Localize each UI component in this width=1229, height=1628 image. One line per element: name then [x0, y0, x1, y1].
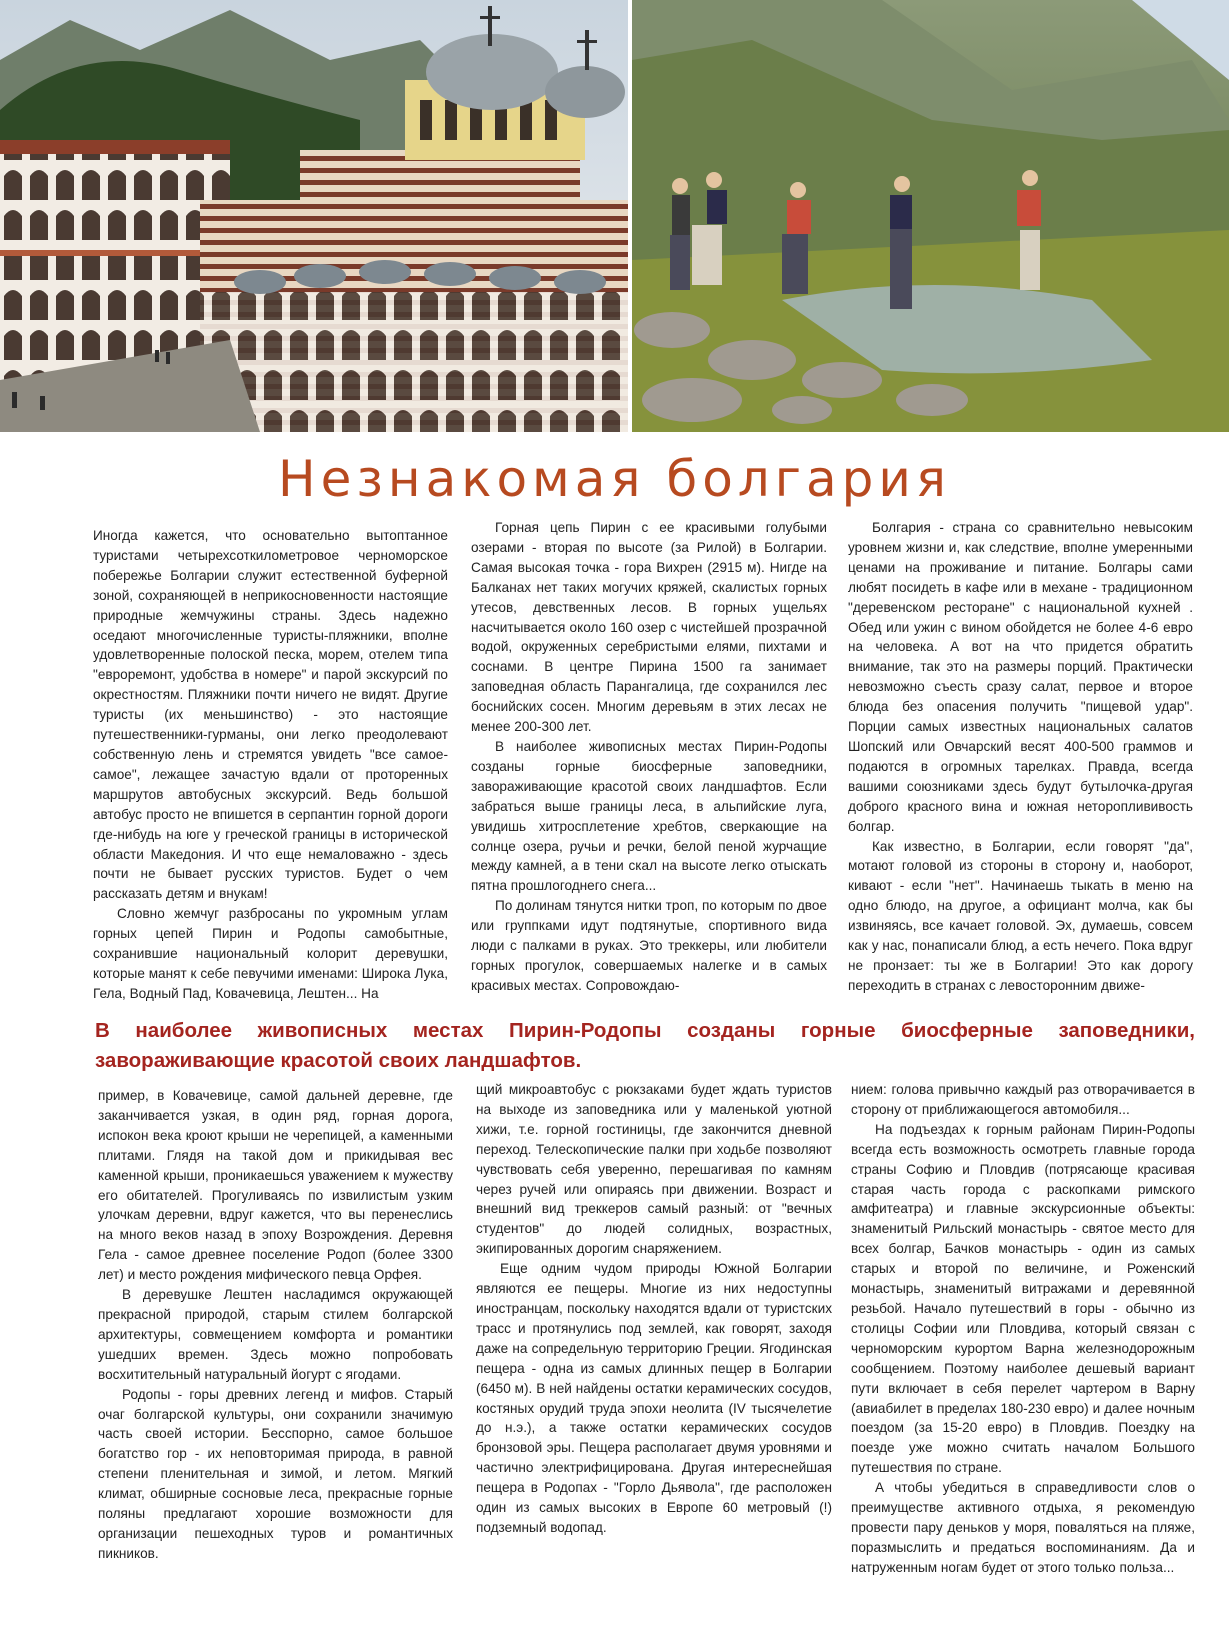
paragraph: А чтобы убедиться в справедливости слов о преимуществе активного отдыха, я рекомендую провести пару деньков у моря, поваляться на пляже, поразмыслить и предаться воспоминаниям. Да и натруженным ногам будет от этого только польза... — [851, 1480, 1195, 1575]
paragraph: щий микроавтобус с рюкзаками будет ждать туристов на выходе из заповедника или у маленькой уютной хижи, т.е. горной гостиницы, где закончится дневной переход. Телескопические палки при ходьбе позволяют чувствовать себя уверенно, перешагивая по камням через ручей или опираясь при движении. Возраст и внешний вид треккеров самый разный: от "вечных студентов" до людей солидных, возрастных, экипированных дорогим снаряжением. — [476, 1082, 832, 1257]
paragraph: В деревушке Лештен насладимся окружающей прекрасной природой, старым стилем болгарской архитектуры, совмещением комфорта и романтики ушедших времен. Здесь можно попробовать восхитительный натуральный йогурт с ягодами. — [98, 1287, 453, 1382]
column-6 — [851, 1080, 1195, 1586]
paragraph: Еще одним чудом природы Южной Болгарии являются ее пещеры. Многие из них недоступны иностранцам, поскольку находятся вдали от туристских трасс и протянулись под землей, как говорят, заходя даже на сопредельную территорию Греции. Ягодинская пещера - одна из самых длинных пещер в Болгарии (6450 м). В ней найдены остатки керамических сосудов, костяных орудий труда эпохи неолита (IV тысячелетие до н.э.), а также остатки керамических сосудов бронзовой эры. Пещера располагает двумя уровнями и частично электрифицирована. Другая интереснейшая пещера в Родопах - "Горло Дьявола", где расположен один из самых высоких в Европе 60 метровый (!) подземный водопад. — [476, 1261, 832, 1535]
paragraph: В наиболее живописных местах Пирин-Родопы созданы горные биосферные заповедники, завораживающие красотой своих ландшафтов. Если забраться выше границы леса, в альпийские луга, увидишь хитросплетение хребтов, сверкающие на солнце озера, ручьи и речки, белой пеной журчащие между камней, а в тени скал на высоте легко отыскать пятна прошлогоднего снега... — [471, 738, 827, 894]
column-3 — [848, 518, 1193, 1014]
hikers-photo — [632, 0, 1229, 432]
paragraph: нием: голова привычно каждый раз отворачивается в сторону от приближающегося автомобиля... — [851, 1082, 1195, 1117]
paragraph: Болгария - страна со сравнительно невысоким уровнем жизни и, как следствие, вполне умеренными ценами на проживание и питание. Болгары сами любят посидеть в кафе или в механе - традиционном "деревенском ресторане" с национальной кухней . Обед или ужин с вином обойдется не более 4-6 евро на человека. А вот на что придется обратить внимание, так это на размеры порций. Практически невозможно съесть сразу салат, первое и второе блюда без опасения получить "пищевой удар". Порции самых известных национальных салатов Шопский или Овчарский весят 400-500 граммов и подаются в огромных тарелках. Правда, всегда вашими союзниками здесь будут бутылочка-другая доброго красного вина и южная нетороплививость болгар. — [848, 520, 1193, 834]
column-1 — [93, 526, 448, 1014]
column-2 — [471, 518, 827, 1014]
column-5 — [476, 1080, 832, 1586]
monastery-illustration — [0, 0, 628, 432]
paragraph: Как известно, в Болгарии, если говорят "да", мотают головой из стороны в сторону и, наоборот, кивают - если "нет". Начинаешь тыкать в меню на одно блюдо, на другое, а официант молча, как бы извиняясь, все качает головой. Эх, думаешь, совсем как у нас, понаписали блюд, а есть нечего. Пока вдруг не пронзает: ты же в Болгарии! Это как дорогу переходить в странах с левосторонним движе- — [848, 838, 1193, 993]
paragraph: На подъездах к горным районам Пирин-Родопы всегда есть возможность осмотреть главные города страны Софию и Пловдив (потрясающе красивая старая часть города с раскопками римского амфитеатра) и главные экскурсионные объекты: знаменитый Рильский монастырь - святое место для всех болгар, Бачков монастырь - один из самых старых и второй по величине, и Роженский монастырь, знаменитый витражами и деревянной резьбой. Начало путешествий в горы - обычно из столицы Софии или Пловдива, который связан с черноморским курортом Варна железнодорожным сообщением. Поэтому наиболее дешевый вариант пути включает в себя перелет чартером в Варну (авиабилет в пределах 180-230 евро) и далее ночным поездом (за 15-20 евро) в Пловдив. Поездку на поезде уже можно считать началом Большого путешествия по стране. — [851, 1121, 1195, 1476]
pull-quote: В наиболее живописных местах Пирин-Родопы созданы горные биосферные заповедники, завораживающие красотой своих ландшафтов. — [95, 1019, 1195, 1072]
monastery-photo — [0, 0, 628, 432]
paragraph: Родопы - горы древних легенд и мифов. Старый очаг болгарской культуры, они сохранили значимую часть своей истории. Бесспорно, самое большое богатство гор - их неповторимая природа, в равной степени пленительная и зимой, и летом. Мягкий климат, обширные сосновые леса, прекрасные горные поляны предлагают хорошие возможности для организации пешеходных туров и романтичных пикников. — [98, 1386, 453, 1561]
column-4 — [98, 1086, 453, 1586]
hikers-illustration — [632, 0, 1229, 432]
article-title: Незнакомая болгария — [277, 450, 951, 508]
paragraph: По долинам тянутся нитки троп, по которым по двое или группками идут подтянутые, спортивного вида люди с палками в руках. Это треккеры, или любители горных прогулок, совершаемых налегке и в самых красивых местах. Сопровождаю- — [471, 898, 827, 993]
paragraph: Иногда кажется, что основательно вытоптанное туристами четырехсоткилометровое черноморское побережье Болгарии служит естественной буферной зоной, сохраняющей в неприкосновенности настоящие природные жемчужины страны. Здесь надежно оседают многочисленные туристы-пляжники, вполне удовлетворенные полоской песка, морем, отелем типа "евроремонт, удобства в номере" и парой экскурсий по окрестностям. Пляжники почти ничего не видят. Другие туристы (их меньшинство) - это настоящие путешественники-гурманы, они легко преодолевают собственную лень и стремятся увидеть "все самое-самое", лежащее зачастую вдали от проторенных маршрутов автобусных экскурсий. Ведь большой автобус просто не впишется в серпантин горной дороги где-нибудь на юге у греческой границы в исторической области Македония. И что еще немаловажно - здесь почти не бывает русских туристов. Будет о чем рассказать детям и внукам! — [93, 528, 448, 902]
paragraph: пример, в Ковачевице, самой дальней деревне, где заканчивается узкая, в один ряд, горная дорога, испокон века кроют крыши не черепицей, а каменными плитами. Глядя на такой дом и прикидывая вес каменной крыши, проникаешься уважением к мужеству его обитателей. Прогуливаясь по извилистым узким улочкам деревни, вдруг кажется, что вы перенеслись на много веков назад в эпоху Возрождения. Деревня Гела - самое древнее поселение Родоп (более 3300 лет) и место рождения мифического певца Орфея. — [98, 1088, 453, 1283]
paragraph: Горная цепь Пирин с ее красивыми голубыми озерами - вторая по высоте (за Рилой) в Болгарии. Самая высокая точка - гора Вихрен (2915 м). Нигде на Балканах нет таких могучих кряжей, скалистых горных утесов, девственных лесов. В горных ущельях насчитывается около 160 озер с чистейшей прозрачной водой, окруженных серебристыми елями, пихтами и соснами. В центре Пирина 1500 га занимает заповедная область Парангалица, где сохранился лес боснийских сосен. Многим деревьям в этих лесах не менее 200-300 лет. — [471, 520, 827, 735]
paragraph: Словно жемчуг разбросаны по укромным углам горных цепей Пирин и Родопы самобытные, сохранившие национальный колорит деревушки, которые манят к себе певучими именами: Широка Лука, Гела, Водный Пад, Ковачевица, Лештен... На — [93, 906, 448, 1001]
